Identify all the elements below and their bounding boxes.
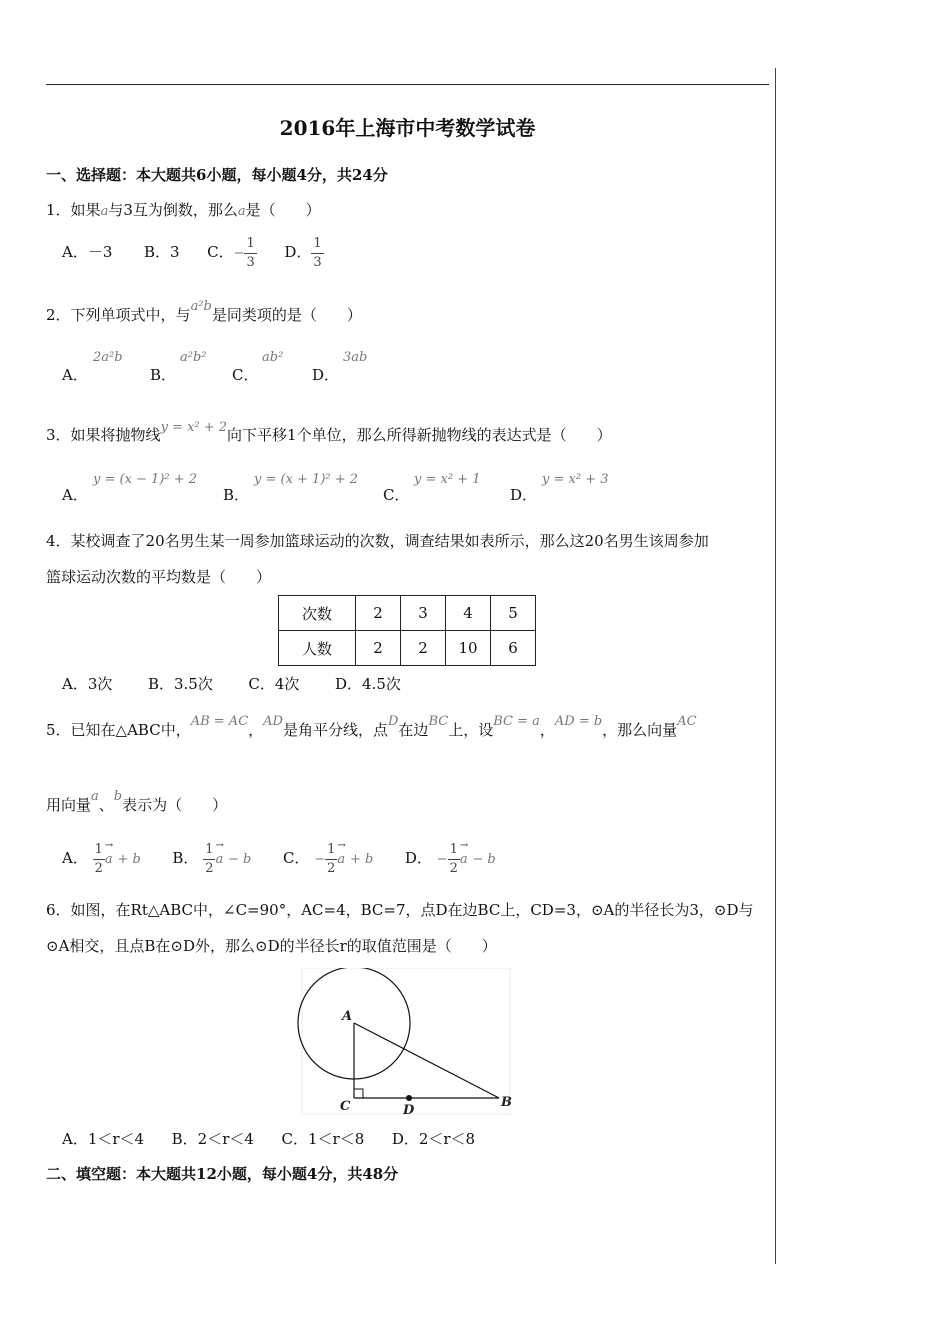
- q6-stem-line2: ⊙A相交，且点B在⊙D外，那么⊙D的半径长r的取值范围是（ ）: [46, 937, 497, 955]
- q5-option-c[interactable]: C． − $\frac{1}{2}$ → a + b: [283, 849, 373, 867]
- q6-option-d[interactable]: D．2＜r＜8: [391, 1130, 476, 1148]
- section1-heading: 一、选择题：本大题共6小题，每小题4分，共24分: [46, 166, 388, 184]
- q3-option-b[interactable]: y = (x + 1)² + 2: [254, 472, 359, 487]
- q1-option-b[interactable]: B．3: [143, 243, 180, 261]
- q5-option-b[interactable]: B． $\frac{1}{2}$ → a − b: [172, 849, 251, 867]
- q6-figure: [296, 968, 516, 1118]
- label-a: A: [342, 1009, 353, 1024]
- q4-option-b[interactable]: B．3.5次: [147, 675, 213, 693]
- q5-stem-line2: 用向量a、b表示为（ ）: [46, 789, 228, 814]
- label-b: B: [501, 1095, 512, 1110]
- side-ab: [354, 1023, 499, 1098]
- q1-stem: 1．如果a与3互为倒数，那么a是（ ）: [46, 201, 321, 219]
- q4-stem-line2: 篮球运动次数的平均数是（ ）: [46, 568, 272, 586]
- q5-options: [62, 838, 496, 880]
- q1-option-c[interactable]: C．− $\frac{1}{3}$: [207, 235, 255, 270]
- q1-option-a[interactable]: A．－3: [62, 243, 113, 261]
- table-cell: 5: [491, 596, 536, 631]
- q3-label-d[interactable]: D．: [510, 486, 538, 504]
- q2-label-b[interactable]: B．: [150, 366, 177, 384]
- q3-option-a[interactable]: y = (x − 1)² + 2: [93, 472, 198, 487]
- right-angle-mark: [354, 1089, 363, 1098]
- q2-options: [62, 350, 422, 390]
- q6-option-b[interactable]: B．2＜r＜4: [171, 1130, 254, 1148]
- table-cell: 4: [446, 596, 491, 631]
- q1-options: [62, 232, 324, 274]
- table-cell: 次数: [279, 596, 356, 631]
- q2-stem: 2．下列单项式中，与a²b是同类项的是（ ）: [46, 299, 362, 324]
- q3-label-b[interactable]: B．: [223, 486, 250, 504]
- q4-option-a[interactable]: A．3次: [62, 675, 113, 693]
- page-title: 2016年上海市中考数学试卷: [279, 116, 536, 140]
- table-row: [279, 631, 536, 666]
- q2-option-a[interactable]: 2a²b: [93, 350, 123, 365]
- table-cell: 6: [491, 631, 536, 666]
- q6-option-a[interactable]: A．1＜r＜4: [62, 1130, 145, 1148]
- q2-label-d[interactable]: D．: [312, 366, 340, 384]
- q5-option-a[interactable]: A． $\frac{1}{2}$ → a + b: [62, 849, 141, 867]
- q2-label-c[interactable]: C．: [232, 366, 259, 384]
- q3-stem: 3．如果将抛物线y = x² + 2向下平移1个单位，那么所得新抛物线的表达式是（ ）: [46, 420, 612, 444]
- table-cell: 人数: [279, 631, 356, 666]
- table-cell: 10: [446, 631, 491, 666]
- table-cell: 2: [401, 631, 446, 666]
- margin-rule: [775, 68, 776, 1264]
- figure-frame: [302, 968, 510, 1114]
- q3-label-c[interactable]: C．: [383, 486, 410, 504]
- q3-option-d[interactable]: y = x² + 3: [542, 472, 609, 487]
- q4-option-d[interactable]: D．4.5次: [335, 675, 401, 693]
- section2-heading: 二、填空题：本大题共12小题，每小题4分，共48分: [46, 1165, 399, 1183]
- q6-option-c[interactable]: C．1＜r＜8: [281, 1130, 365, 1148]
- q3-option-c[interactable]: y = x² + 1: [414, 472, 481, 487]
- label-d: D: [403, 1103, 415, 1118]
- table-cell: 3: [401, 596, 446, 631]
- table-row: [279, 596, 536, 631]
- q3-options: [62, 470, 642, 510]
- table-cell: 2: [356, 631, 401, 666]
- q2-option-b[interactable]: a²b²: [180, 350, 207, 365]
- q5-option-d[interactable]: D． − $\frac{1}{2}$ → a − b: [405, 849, 496, 867]
- q2-option-d[interactable]: 3ab: [343, 350, 368, 365]
- q4-option-c[interactable]: C．4次: [248, 675, 300, 693]
- header-rule: [46, 84, 769, 85]
- q1-option-d[interactable]: D． $\frac{1}{3}$: [284, 235, 322, 270]
- q4-options: [62, 673, 401, 694]
- q5-stem-line1: 5．已知在△ABC中，AB = AC，AD是角平分线，点D在边BC上，设BC = a，AD = b，那么向量AC: [46, 714, 697, 739]
- q6-stem-line1: 6．如图，在Rt△ABC中，∠C=90°，AC=4，BC=7，点D在边BC上，CD=3，⊙A的半径长为3，⊙D与: [46, 901, 754, 919]
- q6-options: [62, 1128, 475, 1149]
- q3-label-a[interactable]: A．: [62, 486, 88, 504]
- q4-table: [278, 595, 536, 666]
- label-c: C: [340, 1099, 351, 1114]
- q2-label-a[interactable]: A．: [62, 366, 88, 384]
- table-cell: 2: [356, 596, 401, 631]
- point-d: [406, 1095, 412, 1101]
- q4-stem-line1: 4．某校调查了20名男生某一周参加篮球运动的次数，调查结果如表所示，那么这20名男生该周参加: [46, 532, 709, 550]
- q2-option-c[interactable]: ab²: [262, 350, 284, 365]
